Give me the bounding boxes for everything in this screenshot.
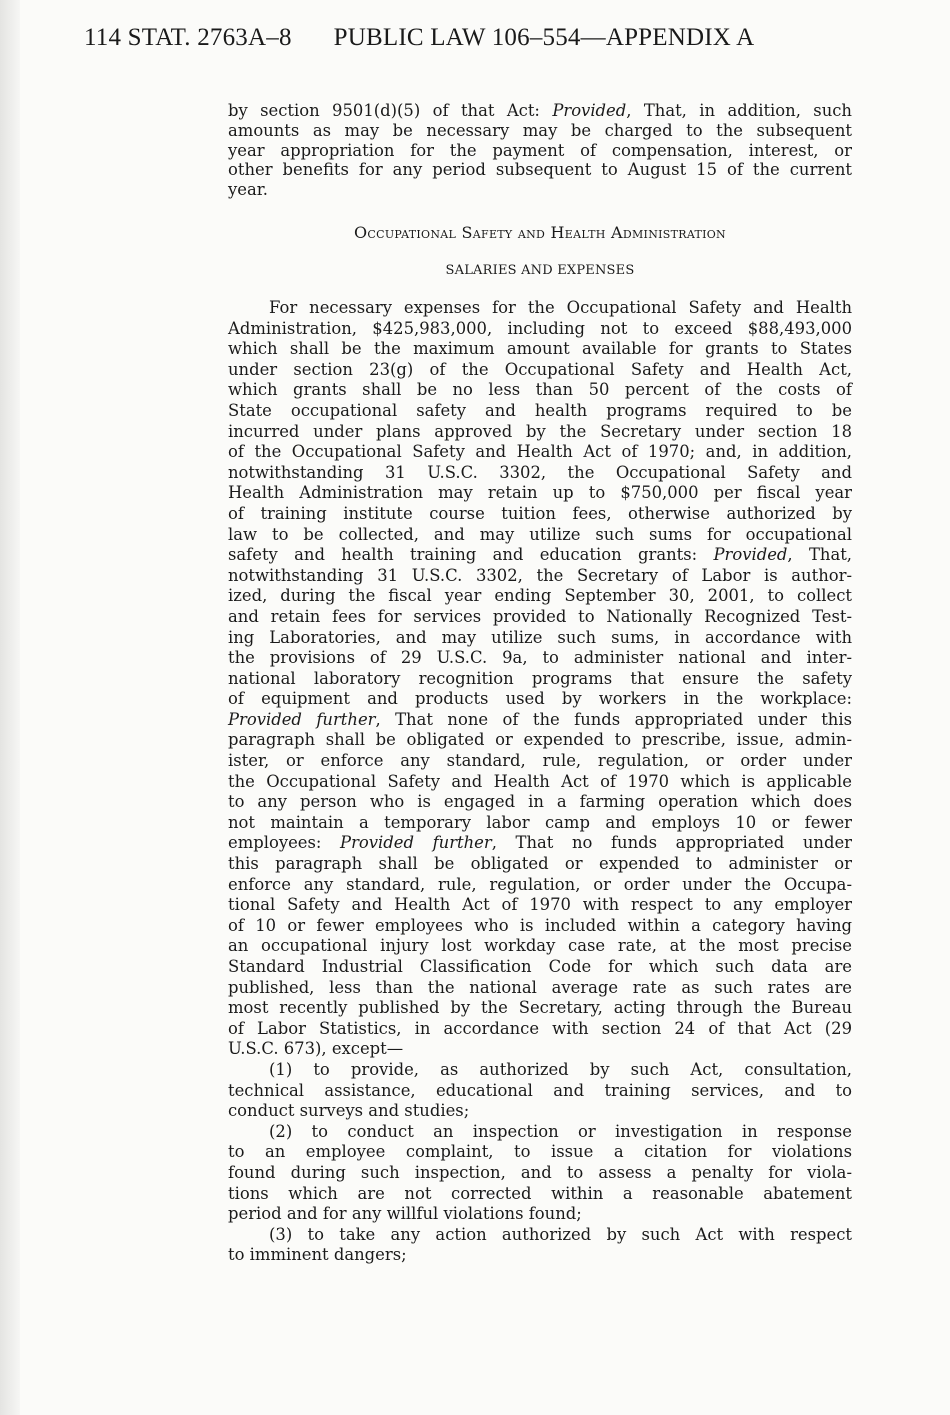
text-segment: (1) to provide, as authorized by such Act, consultation, bbox=[269, 1059, 852, 1079]
text-segment: technical assistance, educational and training services, and to bbox=[228, 1080, 852, 1100]
text-segment: tional Safety and Health Act of 1970 with respect to any employer bbox=[228, 895, 852, 915]
text-segment: tions which are not corrected within a reasonable abatement bbox=[228, 1183, 852, 1203]
text-line bbox=[228, 895, 852, 916]
text-line bbox=[228, 669, 852, 690]
text-segment: published, less than the national average rate as such rates are bbox=[228, 977, 852, 997]
text-segment: which grants shall be no less than 50 percent of the costs of bbox=[228, 380, 852, 400]
text-segment: notwithstanding 31 U.S.C. 3302, the Secretary of Labor is author- bbox=[228, 565, 852, 585]
text-line bbox=[228, 689, 852, 710]
text-line bbox=[228, 1142, 852, 1163]
text-line bbox=[228, 854, 852, 875]
text-line bbox=[228, 1060, 852, 1081]
text-line bbox=[228, 1019, 852, 1040]
text-segment: to any person who is engaged in a farming operation which does bbox=[228, 792, 852, 812]
text-segment: (2) to conduct an inspection or investigation in response bbox=[269, 1121, 852, 1141]
text-line bbox=[228, 1122, 852, 1143]
text-line bbox=[228, 1039, 852, 1060]
text-segment: national laboratory recognition programs that ensure the safety bbox=[228, 668, 852, 688]
text-line bbox=[228, 339, 852, 360]
text-segment: ized, during the fiscal year ending September 30, 2001, to collect bbox=[228, 586, 852, 606]
text-segment: law to be collected, and may utilize such sums for occupational bbox=[228, 524, 852, 544]
text-segment: employees: bbox=[228, 833, 341, 853]
text-line bbox=[228, 730, 852, 751]
page-reference: 114 STAT. 2763A–8 bbox=[84, 24, 292, 51]
text-segment: State occupational safety and health programs required to be bbox=[228, 400, 852, 420]
text-line bbox=[228, 1184, 852, 1205]
text-segment: Administration, $425,983,000, including not to exceed $88,493,000 bbox=[228, 318, 852, 338]
text-line bbox=[228, 525, 852, 546]
text-segment: enforce any standard, rule, regulation, or order under the Occupa- bbox=[228, 874, 852, 894]
section-heading: SALARIES AND EXPENSES bbox=[445, 263, 635, 278]
text-segment: year. bbox=[228, 180, 268, 200]
text-segment: by section 9501(d)(5) of that Act: bbox=[228, 101, 553, 120]
text-segment: ister, or enforce any standard, rule, regulation, or order under bbox=[228, 751, 852, 771]
text-segment: paragraph shall be obligated or expended to prescribe, issue, admin- bbox=[228, 730, 852, 750]
text-segment: , That none of the funds appropriated under this bbox=[375, 709, 853, 729]
text-segment: amounts as may be necessary may be charged to the subsequent bbox=[228, 120, 852, 140]
text-segment: and retain fees for services provided to Nationally Recognized Test- bbox=[228, 606, 852, 626]
text-line bbox=[228, 875, 852, 896]
text-segment: For necessary expenses for the Occupational Safety and Health bbox=[269, 298, 852, 317]
intro-paragraph bbox=[228, 101, 852, 200]
text-line bbox=[228, 360, 852, 381]
text-line bbox=[228, 141, 852, 161]
text-segment: other benefits for any period subsequent to August 15 of the current bbox=[228, 160, 852, 180]
running-header bbox=[84, 24, 754, 52]
text-line bbox=[228, 1081, 852, 1102]
text-line bbox=[228, 813, 852, 834]
text-line bbox=[228, 751, 852, 772]
text-line bbox=[228, 422, 852, 443]
text-line bbox=[228, 1101, 852, 1122]
italic-term: Provided bbox=[713, 545, 788, 565]
text-line bbox=[228, 298, 852, 319]
law-title: PUBLIC LAW 106–554—APPENDIX A bbox=[333, 24, 755, 51]
text-segment: an occupational injury lost workday case rate, at the most precise bbox=[228, 936, 852, 956]
text-line bbox=[228, 101, 852, 121]
text-segment: , That no funds appropriated under bbox=[491, 833, 852, 853]
text-segment: U.S.C. 673), except— bbox=[228, 1039, 404, 1059]
text-line bbox=[228, 180, 852, 200]
text-segment: found during such inspection, and to assess a penalty for viola- bbox=[228, 1162, 852, 1182]
text-segment: of training institute course tuition fees, otherwise authorized by bbox=[228, 503, 852, 523]
text-segment: of Labor Statistics, in accordance with section 24 of that Act (29 bbox=[228, 1018, 852, 1038]
text-line bbox=[228, 586, 852, 607]
text-segment: ing Laboratories, and may utilize such sums, in accordance with bbox=[228, 627, 852, 647]
text-segment: period and for any willful violations found; bbox=[228, 1204, 582, 1224]
agency-heading-text: Occupational Safety and Health Administration bbox=[354, 223, 726, 242]
text-segment: Health Administration may retain up to $750,000 per fiscal year bbox=[228, 483, 852, 503]
text-segment: of the Occupational Safety and Health Act of 1970; and, in addition, bbox=[228, 442, 852, 462]
text-line bbox=[228, 1163, 852, 1184]
text-line bbox=[228, 1225, 852, 1246]
text-line bbox=[228, 442, 852, 463]
text-line bbox=[228, 833, 852, 854]
text-line bbox=[228, 1204, 852, 1225]
text-line bbox=[228, 792, 852, 813]
text-line bbox=[228, 607, 852, 628]
text-line bbox=[228, 545, 852, 566]
text-segment: which shall be the maximum amount available for grants to States bbox=[228, 339, 852, 359]
text-line bbox=[228, 566, 852, 587]
scan-edge bbox=[0, 0, 20, 1415]
text-line bbox=[228, 710, 852, 731]
text-line bbox=[228, 121, 852, 141]
text-segment: , That, bbox=[787, 545, 853, 565]
text-line bbox=[228, 998, 852, 1019]
text-segment: safety and health training and education grants: bbox=[228, 545, 714, 565]
text-segment: most recently published by the Secretary, acting through the Bureau bbox=[228, 998, 852, 1018]
text-line bbox=[228, 160, 852, 180]
italic-term: Provided further bbox=[340, 833, 492, 853]
text-line bbox=[228, 978, 852, 999]
text-segment: of 10 or fewer employees who is included within a category having bbox=[228, 915, 852, 935]
text-segment: under section 23(g) of the Occupational Safety and Health Act, bbox=[228, 359, 852, 379]
text-line bbox=[228, 463, 852, 484]
text-segment: the Occupational Safety and Health Act of 1970 which is applicable bbox=[228, 771, 852, 791]
text-line bbox=[228, 772, 852, 793]
text-segment: conduct surveys and studies; bbox=[228, 1101, 470, 1121]
text-segment: not maintain a temporary labor camp and employs 10 or fewer bbox=[228, 812, 852, 832]
text-line bbox=[228, 483, 852, 504]
text-line bbox=[228, 401, 852, 422]
text-line bbox=[228, 1245, 852, 1266]
text-segment: , That, in addition, such bbox=[626, 101, 852, 120]
italic-term: Provided further bbox=[228, 709, 376, 729]
text-line bbox=[228, 504, 852, 525]
text-segment: to an employee complaint, to issue a citation for violations bbox=[228, 1142, 852, 1162]
text-line bbox=[228, 957, 852, 978]
italic-term: Provided bbox=[552, 101, 627, 120]
text-line bbox=[228, 936, 852, 957]
text-line bbox=[228, 916, 852, 937]
text-segment: incurred under plans approved by the Secretary under section 18 bbox=[228, 421, 852, 441]
text-segment: year appropriation for the payment of compensation, interest, or bbox=[228, 140, 852, 160]
text-line bbox=[228, 628, 852, 649]
text-segment: to imminent dangers; bbox=[228, 1245, 407, 1265]
text-segment: Standard Industrial Classification Code for which such data are bbox=[228, 957, 852, 976]
text-line bbox=[228, 380, 852, 401]
text-segment: the provisions of 29 U.S.C. 9a, to administer national and inter- bbox=[228, 648, 852, 668]
text-line bbox=[228, 648, 852, 669]
text-segment: notwithstanding 31 U.S.C. 3302, the Occupational Safety and bbox=[228, 462, 852, 482]
text-segment: this paragraph shall be obligated or expended to administer or bbox=[228, 854, 852, 874]
text-line bbox=[228, 319, 852, 340]
agency-heading bbox=[228, 223, 852, 242]
text-segment: of equipment and products used by workers in the workplace: bbox=[228, 689, 852, 709]
text-segment: (3) to take any action authorized by such Act with respect bbox=[269, 1224, 852, 1244]
main-paragraph bbox=[228, 298, 852, 1266]
